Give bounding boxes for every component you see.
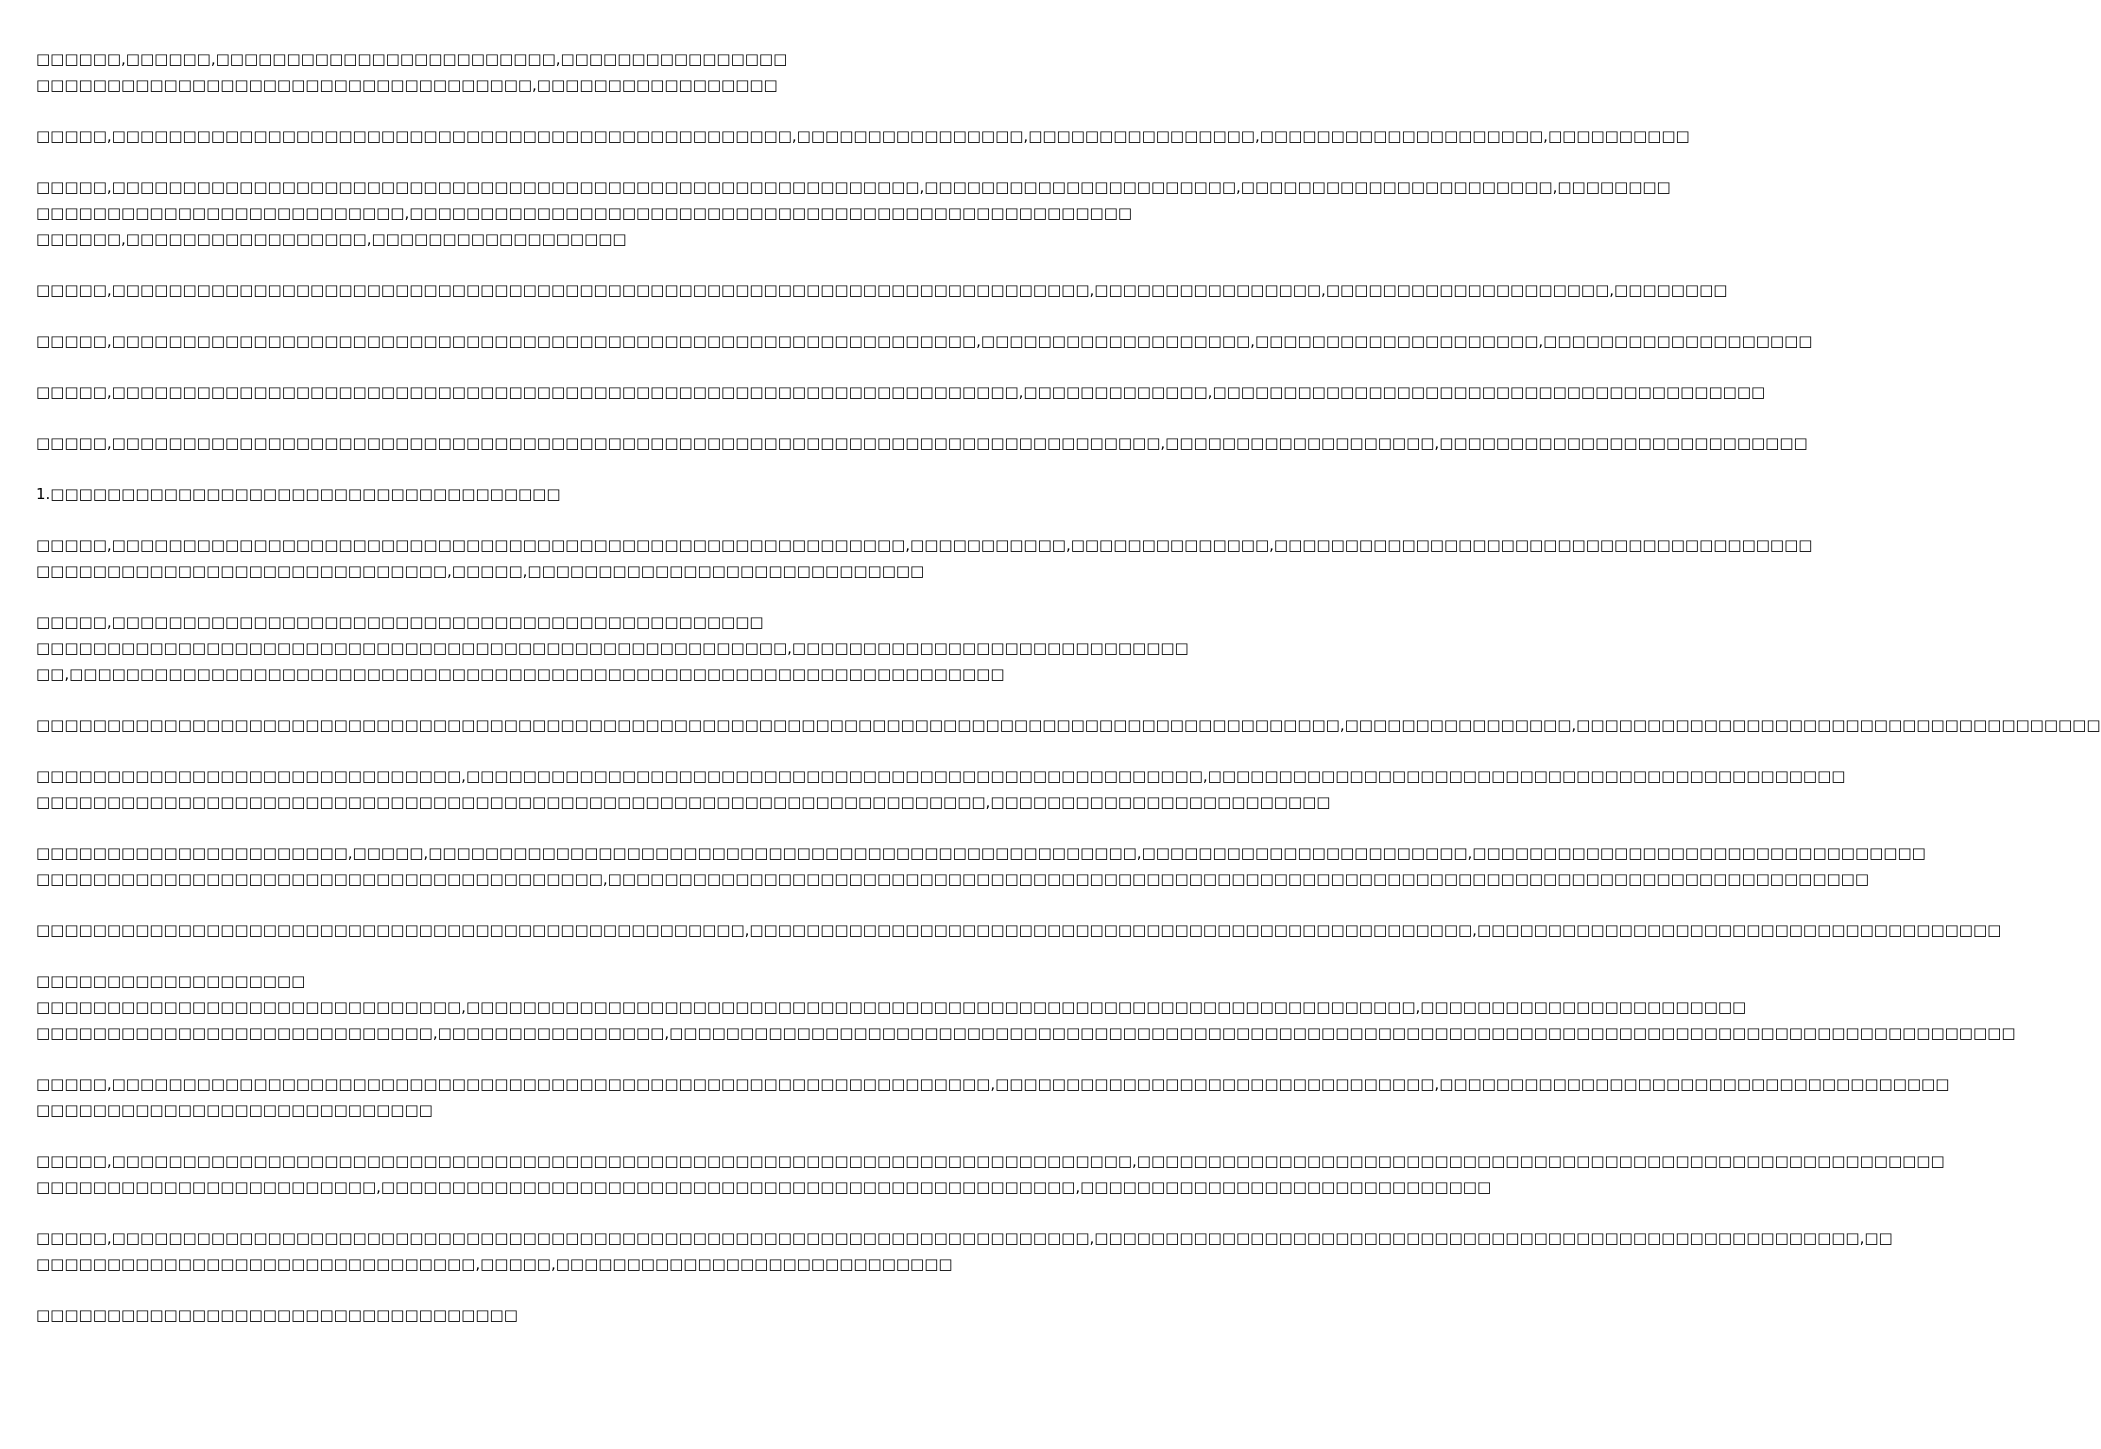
text-line: □□□□□□□□□□□□□□□□□□□□□□□□□□□□□□□□□□□□□□□□□□□□□□□□□□□□□,□□□□□□□□□□□□□□□□□□□□□□□□□□□□ xyxy=(36,639,1189,657)
paragraph xyxy=(36,1148,1945,1200)
text-line: □□□□□□,□□□□□□,□□□□□□□□□□□□□□□□□□□□□□□□,□□□□□□□□□□□□□□□□ xyxy=(36,50,788,68)
paragraph xyxy=(36,840,1926,892)
text-line: □□□□□□□□□□□□□□□□□□□ xyxy=(36,972,306,990)
paragraph xyxy=(36,1071,1950,1123)
text-line: □□□□□□□□□□□□□□□□□□□□□□,□□□□□,□□□□□□□□□□□□□□□□□□□□□□□□□□□□□□□□□□□□□□□□□□□□□□□□□□,□□□□□□□□□□□□□□□□□□□□□□□,□□□□□□□□□□□□□□□□□□□□□□□□□□□□□□□□ xyxy=(36,844,1926,862)
text-line: □□□□□□□□□□□□□□□□□□□□□□□□□□□□□□□□□□□□□□□□□□□□□□□□□□□□□□□□□□□□□□□□□□□□□□□□□□□□□□□□□□□□□□□□□□□□,□□□□□□□□□□□□□□□□,□□□□□□□□□□□□□□□□□□□□□□□□□□□□□□□□□□□□□ xyxy=(36,716,2101,734)
paragraph xyxy=(36,481,990,507)
paragraph xyxy=(36,328,1813,354)
paragraph xyxy=(36,123,1690,149)
paragraph xyxy=(36,430,1808,456)
paragraph xyxy=(36,46,990,98)
paragraph xyxy=(36,532,1813,584)
paragraph xyxy=(36,1302,990,1328)
paragraph xyxy=(36,174,1671,252)
text-line: □□□□□□□□□□□□□□□□□□□□□□□□□□,□□□□□□□□□□□□□□□□□□□□□□□□□□□□□□□□□□□□□□□□□□□□□□□□□□□ xyxy=(36,204,1133,222)
text-line: 1.□□□□□□□□□□□□□□□□□□□□□□□□□□□□□□□□□□□□ xyxy=(36,485,561,503)
text-line: □□□□□□□□□□□□□□□□□□□□□□□□□□□□□□□,□□□□□,□□□□□□□□□□□□□□□□□□□□□□□□□□□□ xyxy=(36,1255,953,1273)
paragraph xyxy=(36,1225,1893,1277)
text-line: □□□□□,□□□□□□□□□□□□□□□□□□□□□□□□□□□□□□□□□□□□□□□□□□□□□□□□□□□□□□□□,□□□□□□□□□□□,□□□□□□□□□□□□□□,□□□□□□□□□□□□□□□□□□□□□□□□□□□□□□□□□□□□□□ xyxy=(36,536,1813,554)
text-line: □□□□□,□□□□□□□□□□□□□□□□□□□□□□□□□□□□□□□□□□□□□□□□□□□□□□□□□□□□□□□□□□□□□,□□□□□□□□□□□□□□□□□□□,□□□□□□□□□□□□□□□□□□□□,□□□□□□□□□□□□□□□□□□□ xyxy=(36,332,1813,350)
text-line: □□□□□□□□□□□□□□□□□□□□□□□□□□□□□,□□□□□,□□□□□□□□□□□□□□□□□□□□□□□□□□□□ xyxy=(36,562,925,580)
text-line: □□□□□□□□□□□□□□□□□□□□□□□□□□□□ xyxy=(36,1101,433,1119)
paragraph xyxy=(36,917,2002,943)
text-line: □□□□□,□□□□□□□□□□□□□□□□□□□□□□□□□□□□□□□□□□□□□□□□□□□□□□□□□□□□□□□□□□□□□□□□□□□□□□□□,□□□□□□□□□□□□□□□□□□□□□□□□□□□□□□□□□□□□□□□□□□□□□□□□□□□□□□□□□ xyxy=(36,1152,1945,1170)
text-line: □□□□□□□□□□□□□□□□□□□□□□□□,□□□□□□□□□□□□□□□□□□□□□□□□□□□□□□□□□□□□□□□□□□□□□□□□□,□□□□□□□□□□□□□□□□□□□□□□□□□□□□□ xyxy=(36,1178,1492,1196)
text-line: □□□□□□□□□□□□□□□□□□□□□□□□□□□□□□,□□□□□□□□□□□□□□□□□□□□□□□□□□□□□□□□□□□□□□□□□□□□□□□□□□□□□□□□□□□□□□□□□□□,□□□□□□□□□□□□□□□□□□□□□□□ xyxy=(36,998,1747,1016)
text-line: □□□□□□□□□□□□□□□□□□□□□□□□□□□□□□□□□□□,□□□□□□□□□□□□□□□□□ xyxy=(36,76,778,94)
paragraph xyxy=(36,277,1728,303)
text-line: □□□□□,□□□□□□□□□□□□□□□□□□□□□□□□□□□□□□□□□□□□□□□□□□□□□□□□□□□□□□□□□□□□□□,□□□□□□□□□□□□□□□□□□□□□□□□□□□□□□□,□□□□□□□□□□□□□□□□□□□□□□□□□□□□□□□□□□□□ xyxy=(36,1075,1950,1093)
text-line: □□□□□□□□□□□□□□□□□□□□□□□□□□□□□□□□□□□□□□□□□□□□□□□□□□□□□□□□□□□□□□□□□□□,□□□□□□□□□□□□□□□□□□□□□□□□ xyxy=(36,793,1331,811)
text-line: □□□□□,□□□□□□□□□□□□□□□□□□□□□□□□□□□□□□□□□□□□□□□□□□□□□□□□,□□□□□□□□□□□□□□□□,□□□□□□□□□□□□□□□□,□□□□□□□□□□□□□□□□□□□□,□□□□□□□□□□ xyxy=(36,127,1690,145)
paragraph xyxy=(36,763,1846,815)
text-line: □□□□□,□□□□□□□□□□□□□□□□□□□□□□□□□□□□□□□□□□□□□□□□□□□□□□ xyxy=(36,613,764,631)
text-line: □□□□□□□□□□□□□□□□□□□□□□□□□□□□□□□□□□□□□□□□□□□□□□□□□□,□□□□□□□□□□□□□□□□□□□□□□□□□□□□□□□□□□□□□□□□□□□□□□□□□□□,□□□□□□□□□□□□□□□□□□□□□□□□□□□□□□□□□□□□□ xyxy=(36,921,2002,939)
text-line: □□□□□□□□□□□□□□□□□□□□□□□□□□□□□□,□□□□□□□□□□□□□□□□□□□□□□□□□□□□□□□□□□□□□□□□□□□□□□□□□□□□,□□□□□□□□□□□□□□□□□□□□□□□□□□□□□□□□□□□□□□□□□□□□□ xyxy=(36,767,1846,785)
paragraph xyxy=(36,968,2016,1046)
paragraph xyxy=(36,379,1766,405)
paragraph xyxy=(36,712,2101,738)
text-line: □□□□□,□□□□□□□□□□□□□□□□□□□□□□□□□□□□□□□□□□□□□□□□□□□□□□□□□□□□□□□□□□□□□□□□□□□□□,□□□□□□□□□□□□□□□□,□□□□□□□□□□□□□□□□□□□□,□□□□□□□□ xyxy=(36,281,1728,299)
text-line: □□□□□,□□□□□□□□□□□□□□□□□□□□□□□□□□□□□□□□□□□□□□□□□□□□□□□□□□□□□□□□□□□□□□□□□□□□□□□□□□,□□□□□□□□□□□□□□□□□□□,□□□□□□□□□□□□□□□□□□□□□□□□□□ xyxy=(36,434,1808,452)
text-line: □□□□□□□□□□□□□□□□□□□□□□□□□□□□□□□□□□□□□□□□,□□□□□□□□□□□□□□□□□□□□□□□□□□□□□□□□□□□□□□□□□□□□□□□□□□□□□□□□□□□□□□□□□□□□□□□□□□□□□□□□□□□□□□□□□ xyxy=(36,870,1870,888)
paragraph xyxy=(36,609,1189,687)
document-body xyxy=(36,46,2101,1353)
text-line: □□,□□□□□□□□□□□□□□□□□□□□□□□□□□□□□□□□□□□□□□□□□□□□□□□□□□□□□□□□□□□□□□□□□□ xyxy=(36,665,1005,683)
text-line: □□□□□□,□□□□□□□□□□□□□□□□□,□□□□□□□□□□□□□□□□□□ xyxy=(36,230,627,248)
text-line: □□□□□,□□□□□□□□□□□□□□□□□□□□□□□□□□□□□□□□□□□□□□□□□□□□□□□□□□□□□□□□□□□□□□□□,□□□□□□□□□□□□□,□□□□□□□□□□□□□□□□□□□□□□□□□□□□□□□□□□□□□□□ xyxy=(36,383,1766,401)
text-line: □□□□□,□□□□□□□□□□□□□□□□□□□□□□□□□□□□□□□□□□□□□□□□□□□□□□□□□□□□□□□□□□□□□□□□□□□□□,□□□□□□□□□□□□□□□□□□□□□□□□□□□□□□□□□□□□□□□□□□□□□□□□□□□□□□,□□ xyxy=(36,1229,1893,1247)
text-line: □□□□□□□□□□□□□□□□□□□□□□□□□□□□□□□□□□ xyxy=(36,1306,518,1324)
text-line: □□□□□,□□□□□□□□□□□□□□□□□□□□□□□□□□□□□□□□□□□□□□□□□□□□□□□□□□□□□□□□□,□□□□□□□□□□□□□□□□□□□□□□,□□□□□□□□□□□□□□□□□□□□□□,□□□□□□□□ xyxy=(36,178,1671,196)
text-line: □□□□□□□□□□□□□□□□□□□□□□□□□□□□,□□□□□□□□□□□□□□□□,□□□□□□□□□□□□□□□□□□□□□□□□□□□□□□□□□□□□□□□□□□□□□□□□□□□□□□□□□□□□□□□□□□□□□□□□□□□□□□□□□□□□□□□□□□□□□□□ xyxy=(36,1024,2016,1042)
